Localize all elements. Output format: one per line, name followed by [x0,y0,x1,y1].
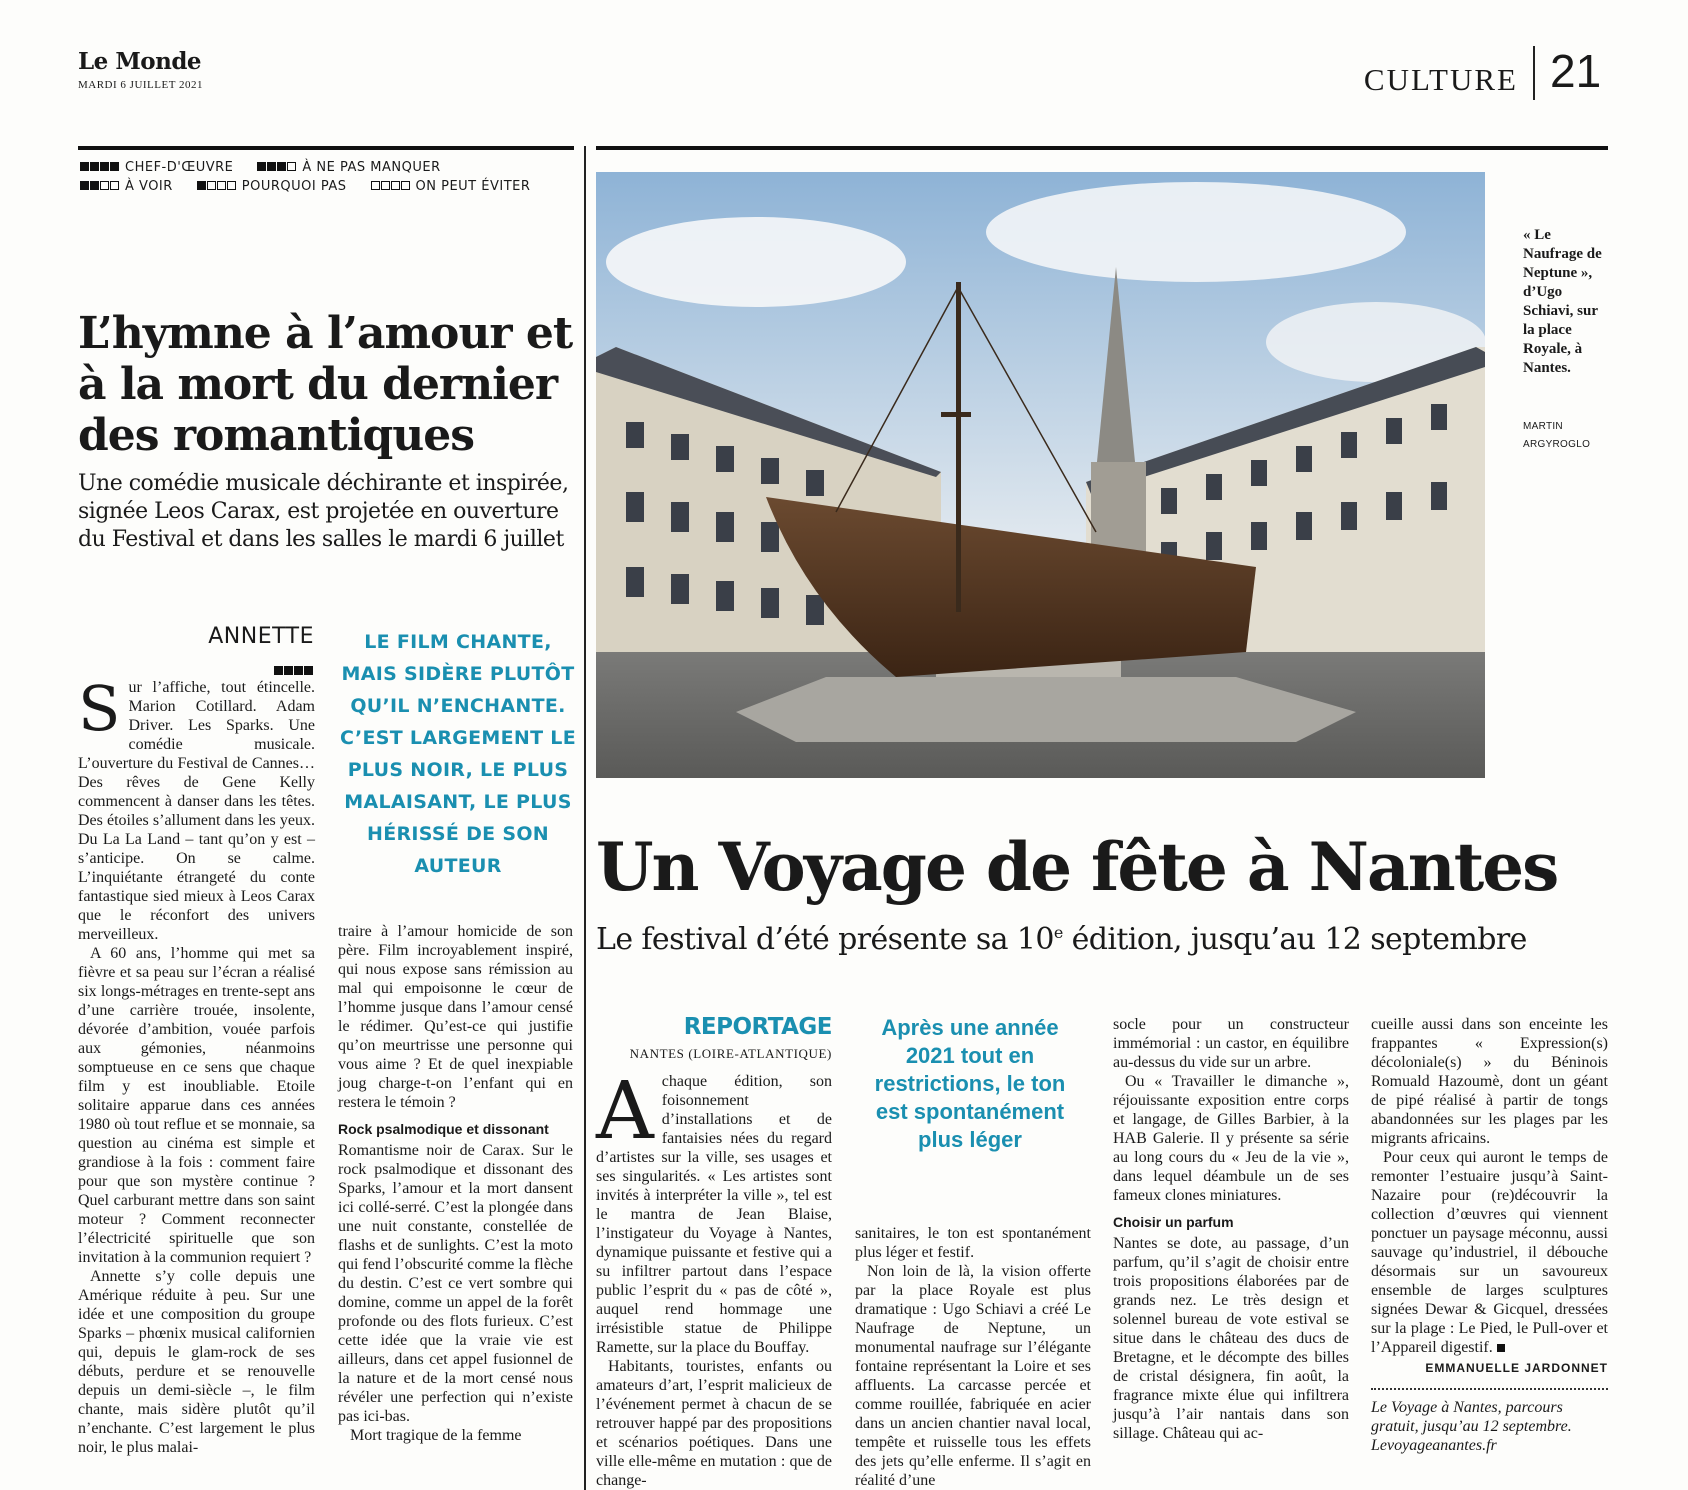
page-number-divider [1533,46,1535,100]
legend-on-peut-eviter [371,177,531,196]
nantes-place-royale-illustration [596,172,1485,778]
article-photo [596,172,1485,778]
article2-paragraph: socle pour un constructeur immémorial : un castor, en équilibre au-dessus du vide sur un arbre. [1113,1016,1349,1071]
legend-label: CHEF-D'ŒUVRE [125,160,234,175]
article2-paragraph [596,1064,832,1357]
paragraph-text: Pour ceux qui auront le temps de remonter l’estuaire jusqu’à Saint-Nazaire pour (re)découvrir la collection d’œuvres qui viennent ponctuer un paysage méconnu, aussi sauvage qu’industriel, il débouche désormais sur un savoureux ensemble de larges sculptures signées Dewar & Gicquel, dressées sur la plage : Le Pied, le Pull-over et l’Appareil digestif. [1371,1149,1608,1356]
article1-paragraph: Mort tragique de la femme [350,1427,522,1444]
legend-a-ne-pas-manquer [257,158,440,177]
article2-pull-quote: Après une année 2021 tout en restrictions, le ton est spontanément plus léger [874,1015,1066,1152]
article2-paragraph: Nantes se dote, au passage, d’un parfum, qu’il s’agit de choisir entre trois propositions élaborées par de grands nez. Le très design et solennel bureau de vote estival se situe dans le château des ducs de Bretagne, et le décompte des billes de cristal désignera, fin août, la fragrance mixte élue qui infiltrera jusqu’à l’air nantais dans son sillage. Château qui ac- [1113,1235,1349,1442]
end-of-article-icon [1497,1344,1505,1352]
newspaper-logo: Le Monde [78,48,202,75]
one-square-icon [197,177,237,196]
article2-dateline: NANTES (LOIRE-ATLANTIQUE) [629,1046,832,1061]
three-squares-icon [257,158,297,177]
legend-label: POURQUOI PAS [241,179,347,194]
right-top-rule [596,146,1608,150]
column-divider [584,146,586,1490]
article2-paragraph: Habitants, touristes, enfants ou amateurs d’art, l’esprit malicieux de l’événement permet à chacun de se retrouver happé par des propositions et scénarios poétiques. Dans une ville elle-même en mutation : que de change- [596,1358,832,1489]
article2-headline: Un Voyage de fête à Nantes [596,828,1558,906]
zero-squares-icon [371,177,411,196]
article1-subhead: Rock psalmodique et dissonant [338,1121,549,1137]
legend-label: À VOIR [125,179,173,194]
legend-a-voir [80,177,173,196]
paragraph-text: ur l’affiche, tout étincelle. Marion Cotillard. Adam Driver. Les Sparks. Une comédie musicale. L’ouverture du Festival de Cannes… Des rêves de Gene Kelly commencent à danser dans les têtes. Des étoiles s’allument dans les yeux. Du La La Land – tant qu’on y est – s’anticipe. On se calme. L’inquiétante étrangeté du conte fantastique sied mieux à Leos Carax que le réconfort des univers merveilleux. [78,679,315,943]
legend-label: À NE PAS MANQUER [302,160,441,175]
article1-headline: L’hymne à l’amour et à la mort du dernier des romantiques [78,308,573,461]
article1-column-1 [78,672,315,1457]
left-top-rule [78,146,574,150]
author-signature: EMMANUELLE JARDONNET [1425,1361,1608,1375]
article2-column-2 [855,1224,1091,1490]
dotted-separator [1371,1388,1608,1390]
article2-paragraph: cueille aussi dans son enceinte les frappantes « Expression(s) décoloniale(s) » du Béninois Romuald Hazoumè, dont un géant de pipé réalisé à partir de tongs abandonnées sur les plages par les migrants africains. [1371,1016,1608,1147]
article1-column-2 [338,922,573,1445]
two-squares-icon [80,177,120,196]
legend-label: ON PEUT ÉVITER [415,179,531,194]
article2-deck [596,922,1596,957]
article2-paragraph: sanitaires, le ton est spontanément plus léger et festif. [855,1225,1091,1261]
legend-pourquoi-pas [197,177,347,196]
deck-text: Le festival d’été présente sa 10 [596,922,1054,957]
article2-column-4 [1371,1015,1608,1455]
dropcap: A [596,1064,654,1157]
dropcap: S [78,672,121,745]
article2-paragraph: Ou « Travailler le dimanche », réjouissante exposition entre corps et langage, de Gilles Barbier, à la HAB Galerie. Il y présente sa série au long cours du « Jeu de la vie », dans lequel déambule un de ses fameux clones miniatures. [1113,1073,1349,1204]
section-label: CULTURE [1363,62,1518,97]
deck-text: édition, jusqu’au 12 septembre [1062,922,1527,957]
rating-legend [80,158,530,196]
article1-paragraph: A 60 ans, l’homme qui met sa fièvre et sa peau sur l’écran a réalisé six longs-métrages en trente-sept ans d’une carrière trouée, insolente, dévorée d’ambition, vouée parfois aux gémonies, néanmoins somptueuse en ce sens que chaque film y est inoubliable. Etoile solitaire apparue dans ces années 1980 où tout reflue et se monnaie, sa question au cinéma est simple et grandiose à la fois : comment faire pour que son mystère continue ? Quel carburant mettre dans son saint moteur ? Comment reconnecter l’électricité spirituelle que son invitation à la communion requiert ? [78,945,315,1266]
article1-paragraph: traire à l’amour homicide de son père. Film incroyablement inspiré, qui nous expose sans rémission au mal qui empoisonne le cœur de l’homme jusque dans l’amour censé le rédimer. Qu’est-ce qui justifie qu’on meurtrisse une personne qui vous aime ? Et de quel inexpiable joug charge-t-on l’enfant qui en restera le témoin ? [338,923,573,1111]
article2-subhead: Choisir un parfum [1113,1214,1234,1230]
photo-caption: « Le Naufrage de Neptune », d’Ugo Schiavi, sur la place Royale, à Nantes. [1523,227,1602,376]
article2-column-1 [596,1064,832,1490]
page-number: 21 [1550,45,1602,97]
article1-pull-quote: LE FILM CHANTE, MAIS SIDÈRE PLUTÔT QU’IL N’ENCHANTE. C’EST LARGEMENT LE PLUS NOIR, LE PLUS MALAISANT, LE PLUS HÉRISSÉ DE SON AUTEUR [340,631,576,877]
paragraph-text: chaque édition, son foisonnement d’installations et de fantaisies nées du regard d’artistes sur la ville, ses usages et ses singularités. « Les artistes sont invités à interpréter la ville », tel est le mantra de Jean Blaise, l’instigateur du Voyage à Nantes, dynamique puissante et festive qui a su infiltrer partout dans l’espace public l’esprit du « pas de côté », auquel rend hommage une irrésistible statue de Philippe Ramette, sur la place du Bouffay. [596,1073,832,1356]
article1-deck: Une comédie musicale déchirante et inspirée, signée Leos Carax, est projetée en ouverture du Festival et dans les salles le mardi 6 juillet [78,471,569,552]
publication-date: MARDI 6 JUILLET 2021 [78,79,203,91]
photo-credit: MARTIN ARGYROGLO [1523,421,1591,450]
article1-paragraph: Romantisme noir de Carax. Sur le rock psalmodique et dissonant des Sparks, l’amour et la mort dansent ici collé-serré. C’est la plongée dans une nuit constante, constellée de flashs et de sunlights. C’est la moto qui fend l’obscurité comme la flèche du destin. C’est ce vert sombre qui domine, comme un appel de la forêt profonde ou des flots furieux. C’est cette idée que la vraie vie est ailleurs, dans cet appel fusionnel de la nature et de la mort censé nous révéler une perfection qui n’existe pas ici-bas. [338,1142,574,1425]
legend-chef-doeuvre [80,158,233,177]
article2-kicker: REPORTAGE [683,1014,832,1040]
article2-paragraph: Non loin de là, la vision offerte par la place Royale est plus dramatique : Ugo Schiavi a créé Le Naufrage de Neptune, un monumental naufrage sur l’élégante fontaine représentant la Loire et ses affluents. La carcasse percée et comme rouillée, fabriquée en acier dans un ancien chantier naval local, tempête et ruisselle tous les effets des jets qu’elle enferme. Il s’agit en réalité d’une [855,1263,1091,1489]
film-title: ANNETTE [208,624,314,649]
article1-paragraph [78,672,315,944]
four-squares-icon [80,158,120,177]
article2-column-3 [1113,1015,1349,1443]
practical-info: Le Voyage à Nantes, parcours gratuit, jusqu’au 12 septembre. Levoyageanantes.fr [1371,1399,1572,1454]
deck-superscript: e [1053,923,1063,942]
article1-paragraph: Annette s’y colle depuis une Amérique réduite à peu. Sur une idée et une composition du groupe Sparks – phœnix musical californien qui, depuis le glam-rock de ses débuts, perdure et se renouvelle depuis un demi-siècle –, le film chante, mais sidère plutôt qu’il n’enchante. C’est largement le plus noir, le plus malai- [78,1268,315,1456]
article2-paragraph [1371,1148,1608,1357]
masthead [78,48,203,91]
